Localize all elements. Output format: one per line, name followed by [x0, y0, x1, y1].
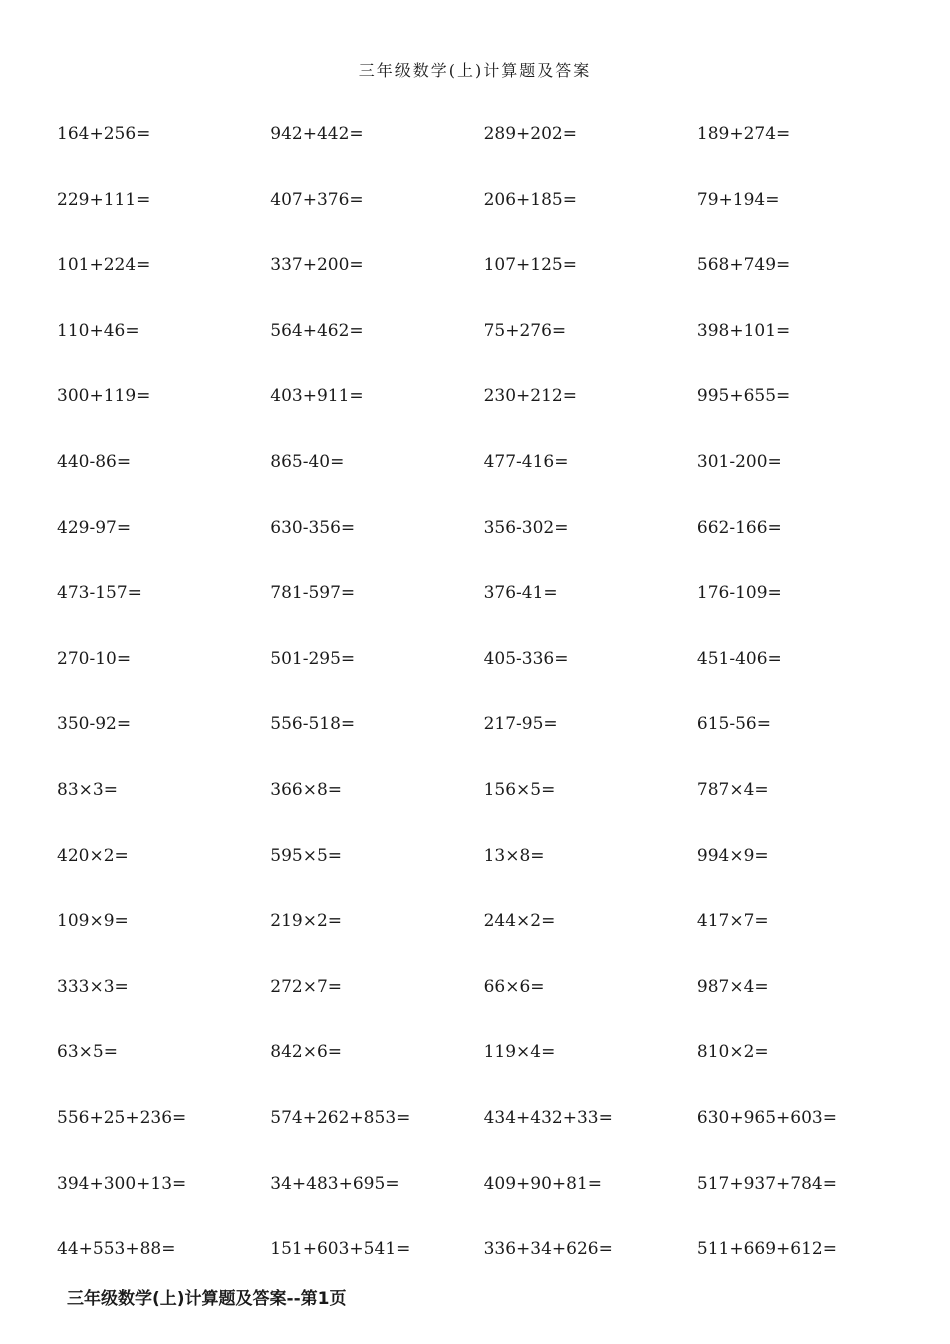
problem-row — [57, 318, 917, 384]
problem-item: 79+194= — [696, 189, 780, 210]
problem-row — [57, 449, 917, 515]
problem-item: 164+256= — [57, 124, 151, 144]
problem-item: 44+553+88= — [57, 1239, 176, 1260]
problem-item: 110+46= — [57, 320, 140, 341]
problem-item: 517+937+784= — [696, 1173, 837, 1194]
problem-item: 865-40= — [270, 451, 345, 472]
problem-item: 230+212= — [483, 386, 577, 407]
problem-item: 564+462= — [270, 320, 364, 341]
problem-item: 595×5= — [270, 845, 343, 866]
problem-item: 787×4= — [696, 779, 769, 800]
problem-item: 206+185= — [483, 189, 577, 210]
problem-item: 270-10= — [57, 648, 132, 669]
problem-row — [57, 1105, 917, 1171]
problem-item: 417×7= — [696, 911, 769, 932]
problem-item: 662-166= — [696, 517, 782, 538]
problem-item: 75+276= — [483, 320, 567, 341]
problem-row — [57, 1039, 917, 1105]
problem-row — [57, 974, 917, 1040]
problem-grid — [57, 121, 917, 1302]
problem-row — [57, 580, 917, 646]
problem-item: 556+25+236= — [57, 1107, 187, 1128]
problem-row — [57, 908, 917, 974]
problem-item: 420×2= — [57, 845, 129, 866]
problem-item: 394+300+13= — [57, 1173, 187, 1194]
problem-item: 301-200= — [696, 451, 782, 472]
problem-item: 350-92= — [57, 714, 132, 735]
problem-item: 109×9= — [57, 911, 129, 932]
problem-item: 451-406= — [696, 648, 782, 669]
problem-item: 366×8= — [270, 779, 343, 800]
problem-item: 119×4= — [483, 1042, 556, 1063]
problem-item: 477-416= — [483, 451, 569, 472]
problem-item: 434+432+33= — [483, 1107, 613, 1128]
problem-item: 615-56= — [696, 714, 771, 735]
problem-item: 13×8= — [483, 845, 545, 866]
problem-item: 630-356= — [270, 517, 356, 538]
problem-item: 101+224= — [57, 255, 151, 276]
problem-item: 300+119= — [57, 386, 151, 407]
problem-item: 574+262+853= — [270, 1107, 411, 1128]
problem-item: 66×6= — [483, 976, 545, 997]
problem-item: 272×7= — [270, 976, 343, 997]
problem-item: 403+911= — [270, 386, 364, 407]
problem-item: 407+376= — [270, 189, 364, 210]
problem-item: 376-41= — [483, 583, 558, 604]
problem-row — [57, 646, 917, 712]
problem-item: 219×2= — [270, 911, 343, 932]
page-title: 三年级数学(上)计算题及答案 — [358, 61, 592, 80]
problem-row — [57, 383, 917, 449]
problem-item: 356-302= — [483, 517, 569, 538]
problem-item: 337+200= — [270, 255, 364, 276]
problem-item: 333×3= — [57, 976, 129, 997]
problem-item: 781-597= — [270, 583, 356, 604]
problem-item: 440-86= — [57, 451, 132, 472]
problem-row — [57, 121, 917, 187]
problem-item: 289+202= — [483, 124, 577, 144]
problem-row — [57, 777, 917, 843]
problem-item: 107+125= — [483, 255, 577, 276]
problem-item: 409+90+81= — [483, 1173, 603, 1194]
problem-row — [57, 711, 917, 777]
problem-item: 556-518= — [270, 714, 356, 735]
problem-item: 987×4= — [696, 976, 769, 997]
problem-row — [57, 1171, 917, 1237]
problem-item: 34+483+695= — [270, 1173, 400, 1194]
problem-item: 151+603+541= — [270, 1239, 411, 1260]
problem-item: 568+749= — [696, 255, 791, 276]
page-footer: 三年级数学(上)计算题及答案--第1页 — [67, 1289, 347, 1309]
problem-item: 398+101= — [696, 320, 791, 341]
problem-item: 473-157= — [57, 583, 142, 604]
problem-item: 429-97= — [57, 517, 132, 538]
problem-item: 942+442= — [270, 124, 364, 144]
problem-item: 501-295= — [270, 648, 356, 669]
problem-item: 189+274= — [696, 124, 791, 144]
problem-item: 217-95= — [483, 714, 558, 735]
problem-row — [57, 187, 917, 253]
problem-item: 995+655= — [696, 386, 791, 407]
problem-item: 244×2= — [483, 911, 556, 932]
problem-item: 994×9= — [696, 845, 769, 866]
problem-item: 63×5= — [57, 1042, 118, 1063]
problem-item: 176-109= — [696, 583, 782, 604]
problem-item: 511+669+612= — [696, 1239, 837, 1260]
problem-item: 83×3= — [57, 779, 118, 800]
problem-item: 810×2= — [696, 1042, 769, 1063]
problem-row — [57, 252, 917, 318]
problem-item: 630+965+603= — [696, 1107, 837, 1128]
problem-item: 156×5= — [483, 779, 556, 800]
problem-item: 405-336= — [483, 648, 569, 669]
problem-row — [57, 843, 917, 909]
problem-row — [57, 515, 917, 581]
problem-item: 229+111= — [57, 189, 151, 210]
problem-item: 336+34+626= — [483, 1239, 613, 1260]
problem-item: 842×6= — [270, 1042, 343, 1063]
